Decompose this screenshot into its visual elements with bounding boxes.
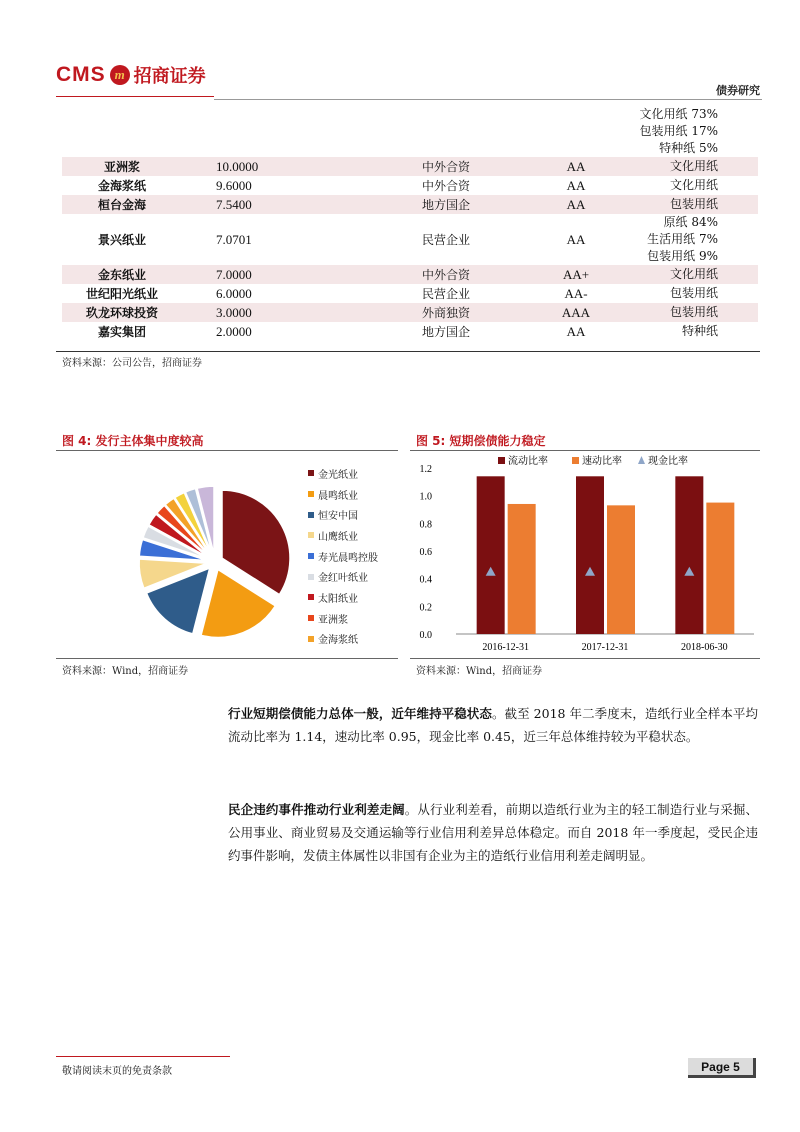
issue-amount: 7.0701 (216, 231, 252, 247)
header-rule (214, 99, 762, 100)
legend-swatch (308, 470, 314, 476)
legend-label: 速动比率 (582, 456, 622, 467)
figure5-bar-chart (410, 452, 760, 658)
issue-amount: 9.6000 (216, 177, 252, 193)
page-label: Page (701, 1059, 730, 1074)
issuer-rating: AA- (564, 285, 588, 301)
legend-swatch (308, 574, 314, 580)
issuer-rating: AA (526, 195, 626, 214)
figure4-pie-chart (120, 470, 310, 660)
logo-chinese: 招商证券 (133, 66, 206, 87)
legend-item (308, 608, 378, 629)
figure4-top-rule (56, 450, 398, 451)
paragraph-body: 。截至 2018 年二季度末，造纸行业全样本平均流动比率为 1.14，速动比率 0.95，现金比率 0.45，近三年总体维持较为平稳状态。 (228, 706, 758, 744)
issue-amount: 7.0000 (182, 265, 366, 284)
legend-item (308, 525, 378, 546)
legend-swatch (638, 456, 645, 464)
table-row (62, 176, 758, 195)
issuer-name: 嘉实集团 (97, 325, 146, 339)
legend-item (308, 484, 378, 505)
paragraph-short-term-solvency (228, 702, 758, 748)
product-line: 特种纸 5% (659, 141, 718, 155)
product-line: 文化用纸 (669, 178, 718, 192)
issuer-name: 金海浆纸 (97, 179, 146, 193)
company-logo (56, 60, 206, 90)
issue-amount: 10.0000 (182, 157, 366, 176)
legend-item (308, 566, 378, 587)
figure4-legend (308, 463, 378, 649)
paragraph-body: 。从行业利差看，前期以造纸行业为主的轻工制造行业与采掘、公用事业、商业贸易及交通运输等行业信用利差异总体稳定。而自 2018 年一季度起，受民企违约事件影响，发债主体属性以非国有企业为主的造纸行业信用利差走阔明显。 (228, 802, 758, 863)
legend-item (308, 504, 378, 525)
legend-swatch (308, 594, 314, 600)
issuer-name: 景兴纸业 (97, 233, 146, 247)
product-mix-cell (626, 322, 758, 341)
figure5-bottom-rule (410, 658, 760, 659)
product-mix-cell (626, 176, 758, 195)
table-row (62, 214, 758, 265)
x-tick-label: 2017-12-31 (581, 642, 629, 653)
product-mix-cell (626, 214, 758, 265)
table-row (62, 157, 758, 176)
bar-流动比率 (675, 476, 703, 634)
table-row (62, 106, 758, 157)
issuer-rating: AA (566, 177, 586, 193)
legend-swatch (308, 512, 314, 518)
product-line: 文化用纸 73% (639, 107, 718, 121)
legend-label: 金海浆纸 (318, 635, 358, 647)
bar-流动比率 (576, 476, 604, 634)
y-tick-label: 1.2 (419, 464, 432, 475)
product-line: 原纸 84% (663, 215, 718, 229)
y-tick-label: 0.6 (419, 547, 432, 558)
legend-swatch (308, 636, 314, 642)
table-row (62, 303, 758, 322)
table-source-note: 资料来源：公司公告，招商证券 (62, 358, 202, 369)
legend-swatch (572, 457, 579, 464)
y-tick-label: 0.0 (419, 630, 432, 641)
header-rule-accent (56, 96, 214, 97)
product-line: 包装用纸 (669, 286, 718, 300)
bar-速动比率 (607, 505, 635, 634)
issuer-nature: 外商独资 (366, 303, 526, 322)
paragraph-lead: 行业短期偿债能力总体一般，近年维持平稳状态 (228, 706, 492, 721)
issuer-name: 世纪阳光纸业 (85, 287, 158, 301)
product-line: 包装用纸 9% (647, 249, 718, 263)
legend-swatch (308, 553, 314, 559)
product-line: 文化用纸 (669, 159, 718, 173)
figure5-title: 图 5: 短期偿债能力稳定 (416, 434, 546, 448)
bar-速动比率 (508, 504, 536, 634)
legend-item (308, 587, 378, 608)
product-line: 包装用纸 (669, 305, 718, 319)
legend-label: 太阳纸业 (318, 593, 358, 605)
y-tick-label: 0.4 (419, 574, 432, 586)
issuer-rating: AA (566, 323, 586, 339)
legend-label: 亚洲浆 (318, 614, 348, 626)
figure4-bottom-rule (56, 658, 398, 659)
page-number: 5 (733, 1059, 740, 1074)
legend-label: 金红叶纸业 (318, 573, 368, 585)
legend-label: 现金比率 (648, 456, 688, 467)
product-line: 包装用纸 (669, 197, 718, 211)
x-tick-label: 2016-12-31 (482, 642, 530, 653)
bar-速动比率 (706, 503, 734, 634)
issuer-name: 金东纸业 (62, 265, 182, 284)
table-row (62, 322, 758, 341)
issue-amount: 6.0000 (216, 285, 252, 301)
report-section-label: 债券研究 (716, 84, 760, 97)
issuer-nature: 民营企业 (421, 287, 470, 301)
legend-swatch (308, 491, 314, 497)
legend-item (308, 546, 378, 567)
figure4-source: 资料来源：Wind，招商证券 (62, 666, 189, 677)
table-row (62, 265, 758, 284)
product-mix-cell (626, 303, 758, 322)
issuer-nature: 地方国企 (421, 325, 470, 339)
product-line: 生活用纸 7% (647, 232, 718, 246)
issuer-table (62, 106, 758, 341)
issuer-nature: 地方国企 (366, 195, 526, 214)
y-tick-label: 1.0 (419, 491, 432, 503)
footer-disclaimer: 敬请阅读末页的免责条款 (62, 1066, 172, 1077)
figure5-source: 资料来源：Wind，招商证券 (416, 666, 543, 677)
issue-amount: 3.0000 (182, 303, 366, 322)
paragraph-lead: 民企违约事件推动行业利差走阔 (228, 802, 405, 817)
issuer-name: 桓台金海 (62, 195, 182, 214)
table-row (62, 284, 758, 303)
table-bottom-rule (56, 351, 760, 352)
issuer-rating: AA (526, 157, 626, 176)
product-line: 特种纸 (681, 324, 718, 338)
product-mix-cell (626, 284, 758, 303)
y-tick-label: 0.8 (419, 519, 432, 531)
legend-item (308, 629, 378, 650)
issuer-nature: 中外合资 (366, 265, 526, 284)
legend-label: 寿光晨鸣控股 (318, 552, 378, 564)
legend-label: 晨鸣纸业 (318, 490, 358, 502)
product-mix-cell (626, 157, 758, 176)
product-mix-cell (626, 106, 758, 157)
figure5-top-rule (410, 450, 760, 451)
issue-amount: 2.0000 (216, 323, 252, 339)
page-number-box (688, 1058, 756, 1078)
legend-swatch (498, 457, 505, 464)
product-mix-cell (626, 195, 758, 214)
product-line: 文化用纸 (669, 267, 718, 281)
issue-amount: 7.5400 (182, 195, 366, 214)
issuer-nature: 中外合资 (421, 179, 470, 193)
issuer-rating: AAA (526, 303, 626, 322)
issuer-rating: AA+ (526, 265, 626, 284)
product-mix-cell (626, 265, 758, 284)
issuer-nature: 中外合资 (366, 157, 526, 176)
paragraph-credit-spread (228, 798, 758, 867)
issuer-rating: AA (566, 231, 586, 247)
legend-item (308, 463, 378, 484)
legend-label: 金光纸业 (318, 469, 358, 481)
issuer-name: 亚洲浆 (62, 157, 182, 176)
x-tick-label: 2018-06-30 (680, 642, 728, 653)
logo-latin: CMS (56, 63, 106, 86)
legend-swatch (308, 532, 314, 538)
footer-rule (56, 1056, 230, 1057)
legend-swatch (308, 615, 314, 621)
bar-流动比率 (477, 476, 505, 634)
table-row (62, 195, 758, 214)
legend-label: 山鹰纸业 (318, 531, 358, 543)
legend-label: 流动比率 (508, 456, 548, 467)
issuer-nature: 民营企业 (421, 233, 470, 247)
issuer-name: 玖龙环球投资 (62, 303, 182, 322)
legend-label: 恒安中国 (318, 511, 358, 523)
logo-mark-icon: m (110, 65, 130, 85)
product-line: 包装用纸 17% (639, 124, 718, 138)
figure4-title: 图 4: 发行主体集中度较高 (62, 434, 204, 448)
y-tick-label: 0.2 (419, 602, 432, 614)
